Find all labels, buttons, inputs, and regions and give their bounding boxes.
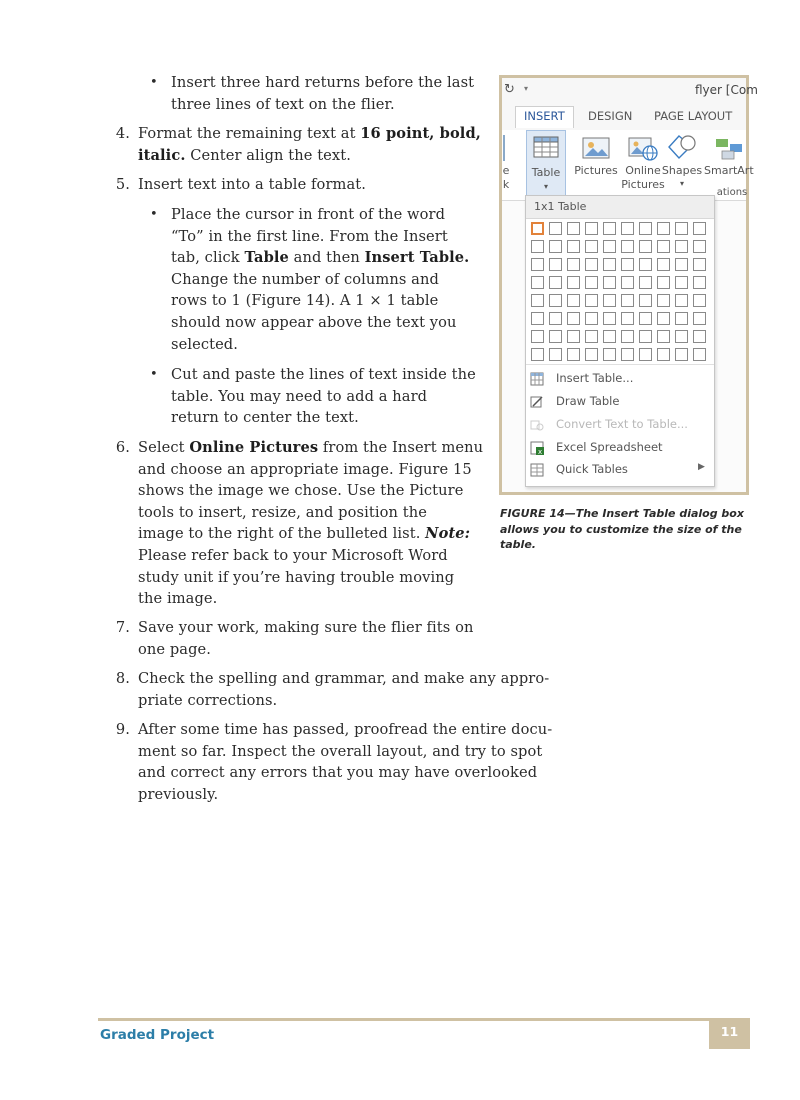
grid-cell[interactable]	[675, 348, 688, 361]
dropdown-divider	[526, 364, 714, 365]
online-pictures-label[interactable]: Online	[625, 164, 661, 177]
text-line	[138, 123, 481, 145]
grid-cell[interactable]	[567, 330, 580, 343]
tab-page-layout[interactable]: PAGE LAYOUT	[654, 109, 733, 123]
grid-cell[interactable]	[603, 330, 616, 343]
title-bar	[502, 78, 758, 106]
text-line: Change the number of columns and	[171, 270, 439, 288]
grid-cell[interactable]	[657, 222, 670, 235]
step-5	[115, 174, 366, 196]
grid-cell[interactable]	[567, 294, 580, 307]
text-line: previously.	[138, 785, 219, 803]
grid-cell[interactable]	[693, 222, 706, 235]
convert-text-icon	[530, 418, 544, 432]
bullet-marker: •	[150, 75, 158, 90]
tab-insert[interactable]: INSERT	[515, 106, 574, 128]
grid-cell[interactable]	[567, 312, 580, 325]
text-line	[171, 247, 469, 269]
window-title: flyer [Com	[695, 83, 758, 97]
text-run: from the Insert menu	[318, 439, 484, 456]
excel-icon	[530, 441, 544, 455]
grid-cell[interactable]	[639, 222, 652, 235]
insert-table-dropdown	[525, 195, 715, 487]
grid-cell[interactable]	[639, 312, 652, 325]
grid-cell[interactable]	[675, 294, 688, 307]
text-line: “To” in the first line. From the Insert	[171, 227, 448, 245]
text-line: priate corrections.	[138, 691, 278, 709]
pictures-label[interactable]: Pictures	[574, 164, 618, 177]
quick-access-dropdown-icon: ▾	[524, 84, 529, 93]
table-icon	[533, 136, 559, 158]
smartart-label[interactable]: SmartArt	[704, 164, 754, 177]
grid-size-label: 1x1 Table	[534, 200, 587, 213]
grid-cell[interactable]	[531, 312, 544, 325]
grid-cell[interactable]	[639, 294, 652, 307]
grid-cell[interactable]	[549, 222, 562, 235]
grid-cell[interactable]	[639, 330, 652, 343]
grid-cell[interactable]	[621, 240, 634, 253]
grid-cell[interactable]	[585, 294, 598, 307]
grid-cell[interactable]	[621, 330, 634, 343]
shapes-label[interactable]: Shapes	[661, 164, 703, 177]
step-number: 4.	[115, 125, 130, 142]
grid-cell[interactable]	[549, 276, 562, 289]
grid-cell[interactable]	[585, 330, 598, 343]
grid-cell[interactable]	[675, 240, 688, 253]
step-9	[115, 719, 553, 805]
grid-cell[interactable]	[567, 348, 580, 361]
shapes-icon[interactable]	[667, 134, 697, 162]
text-line	[138, 523, 483, 545]
grid-cell[interactable]	[621, 348, 634, 361]
text-line: should now appear above the text you	[171, 313, 457, 331]
grid-cell[interactable]	[585, 348, 598, 361]
grid-cell[interactable]	[531, 240, 544, 253]
grid-cell[interactable]	[621, 222, 634, 235]
footer-label: Graded Project	[100, 1027, 215, 1043]
bold-run: Table	[244, 249, 289, 267]
grid-cell[interactable]	[603, 276, 616, 289]
grid-cell[interactable]	[567, 222, 580, 235]
text-run: Center align the text.	[185, 146, 351, 164]
text-line: and correct any errors that you may have overlooked	[138, 764, 538, 782]
step-7	[115, 617, 474, 660]
ribbon-tabs	[502, 106, 746, 131]
grid-cell[interactable]	[639, 276, 652, 289]
grid-cell[interactable]	[693, 348, 706, 361]
grid-cell[interactable]	[657, 240, 670, 253]
grid-cell[interactable]	[603, 222, 616, 235]
grid-cell[interactable]	[693, 294, 706, 307]
text-line: return to center the text.	[171, 409, 359, 427]
grid-cell[interactable]	[585, 222, 598, 235]
grid-cell[interactable]	[549, 258, 562, 271]
menu-item-label: Insert Table...	[556, 371, 634, 385]
ribbon-partial-right-label: ations	[716, 187, 748, 198]
grid-cell[interactable]	[657, 258, 670, 271]
draw-table-icon	[530, 395, 544, 409]
grid-cell[interactable]	[621, 276, 634, 289]
grid-cell[interactable]	[567, 276, 580, 289]
online-pictures-icon[interactable]	[628, 136, 658, 162]
text-line: ment so far. Inspect the overall layout, and try to spot	[138, 742, 543, 760]
text-line: Save your work, making sure the flier fits on	[138, 619, 474, 636]
menu-item-label: Draw Table	[556, 394, 620, 408]
grid-cell[interactable]	[531, 294, 544, 307]
grid-cell[interactable]	[621, 258, 634, 271]
text-run: image to the right of the bulleted list.	[138, 525, 426, 543]
bold-run: Online Pictures	[189, 439, 319, 456]
text-line	[138, 145, 481, 167]
step-number: 7.	[115, 619, 130, 636]
table-button[interactable]	[526, 130, 566, 200]
grid-cell[interactable]	[675, 276, 688, 289]
step-number: 8.	[115, 670, 130, 687]
tab-design[interactable]: DESIGN	[588, 109, 633, 123]
grid-cell[interactable]	[675, 222, 688, 235]
bullet-hard-returns	[150, 72, 475, 115]
grid-cell[interactable]	[531, 222, 544, 235]
chevron-down-icon: ▾	[543, 182, 548, 191]
grid-cell[interactable]	[549, 240, 562, 253]
grid-cell[interactable]	[603, 312, 616, 325]
bold-run: Insert Table.	[364, 249, 470, 267]
grid-cell[interactable]	[603, 240, 616, 253]
bullet-marker: •	[150, 207, 158, 222]
text-line: rows to 1 (Figure 14). A 1 × 1 table	[171, 292, 439, 310]
bold-run: 16 point, bold,	[360, 125, 481, 142]
footer-rule	[98, 1018, 750, 1021]
grid-cell[interactable]	[657, 348, 670, 361]
step-8	[115, 668, 550, 711]
grid-cell[interactable]	[621, 294, 634, 307]
grid-cell[interactable]	[603, 348, 616, 361]
grid-cell[interactable]	[549, 330, 562, 343]
grid-cell[interactable]	[531, 258, 544, 271]
bold-run: italic.	[138, 146, 186, 164]
text-line: Place the cursor in front of the word	[171, 206, 446, 223]
step-number: 5.	[115, 176, 130, 193]
text-line: one page.	[138, 640, 212, 658]
grid-cell[interactable]	[603, 294, 616, 307]
grid-cell[interactable]	[639, 258, 652, 271]
dropdown-header	[526, 196, 714, 219]
redo-icon: ↻	[504, 82, 515, 97]
grid-cell[interactable]	[585, 240, 598, 253]
grid-cell[interactable]	[549, 312, 562, 325]
figure-caption: FIGURE 14—The Insert Table dialog box allows you to customize the size of the table.	[500, 507, 744, 551]
ribbon-partial-left-label: e	[502, 164, 510, 177]
grid-cell[interactable]	[639, 240, 652, 253]
menu-item-label: Quick Tables	[556, 462, 628, 476]
grid-cell[interactable]	[657, 294, 670, 307]
text-line: Cut and paste the lines of text inside the	[171, 366, 476, 383]
quick-tables-icon	[530, 463, 544, 477]
smartart-icon[interactable]	[714, 136, 744, 162]
text-line: tools to insert, resize, and position the	[138, 503, 427, 521]
grid-cell[interactable]	[675, 312, 688, 325]
grid-cell[interactable]	[657, 276, 670, 289]
grid-cell[interactable]	[693, 240, 706, 253]
step-4	[115, 123, 481, 166]
text-run: and then	[288, 249, 365, 267]
text-line: Insert three hard returns before the last	[171, 74, 475, 91]
text-line: study unit if you’re having trouble moving	[138, 568, 455, 586]
grid-cell[interactable]	[567, 240, 580, 253]
grid-cell[interactable]	[585, 276, 598, 289]
grid-cell[interactable]	[531, 348, 544, 361]
grid-cell[interactable]	[657, 330, 670, 343]
pictures-icon[interactable]	[582, 136, 610, 160]
grid-cell[interactable]	[549, 294, 562, 307]
text-run: Select	[138, 439, 190, 456]
text-line: shows the image we chose. Use the Picture	[138, 482, 464, 500]
bullet-place-cursor	[150, 204, 470, 355]
grid-cell[interactable]	[531, 276, 544, 289]
text-line: the image.	[138, 590, 218, 608]
bullet-cut-paste	[150, 364, 476, 429]
grid-cell[interactable]	[675, 258, 688, 271]
svg-text:x: x	[538, 448, 543, 456]
menu-item-label: Excel Spreadsheet	[556, 440, 663, 454]
text-line: Check the spelling and grammar, and make any appro-	[138, 670, 550, 687]
grid-cell[interactable]	[603, 258, 616, 271]
grid-cell[interactable]	[585, 258, 598, 271]
step-6	[115, 437, 484, 610]
grid-cell[interactable]	[639, 348, 652, 361]
text-line: Insert text into a table format.	[138, 176, 366, 193]
grid-cell[interactable]	[657, 312, 670, 325]
chevron-right-icon: ▶	[698, 462, 705, 472]
grid-cell[interactable]	[693, 312, 706, 325]
grid-cell[interactable]	[567, 258, 580, 271]
grid-cell[interactable]	[549, 348, 562, 361]
ribbon-partial-left-label: k	[502, 178, 510, 191]
grid-cell[interactable]	[531, 330, 544, 343]
text-line: table. You may need to add a hard	[171, 387, 428, 405]
text-line: selected.	[171, 335, 238, 353]
text-run: Format the remaining text at	[138, 125, 361, 142]
text-run: tab, click	[171, 249, 245, 267]
text-line	[138, 437, 483, 459]
text-line: Please refer back to your Microsoft Word	[138, 546, 448, 564]
grid-cell[interactable]	[693, 276, 706, 289]
text-line: and choose an appropriate image. Figure 15	[138, 460, 472, 478]
bullet-marker: •	[150, 367, 158, 382]
text-line: After some time has passed, proofread the entire docu-	[138, 721, 553, 738]
ribbon-partial-left-bar	[503, 135, 505, 161]
table-button-label: Table	[531, 166, 561, 179]
ribbon	[502, 130, 754, 201]
step-number: 6.	[115, 439, 130, 456]
figure-14-screenshot	[499, 75, 758, 495]
page-number: 11	[709, 1018, 750, 1049]
grid-cell[interactable]	[585, 312, 598, 325]
grid-cell[interactable]	[693, 330, 706, 343]
note-label: Note:	[425, 525, 471, 543]
text-line: three lines of text on the flier.	[171, 95, 395, 113]
grid-cell[interactable]	[621, 312, 634, 325]
insert-table-icon	[530, 372, 544, 386]
step-number: 9.	[115, 721, 130, 738]
online-pictures-label[interactable]: Pictures	[621, 178, 665, 191]
grid-cell[interactable]	[675, 330, 688, 343]
chevron-down-icon: ▾	[679, 179, 684, 188]
menu-item-label: Convert Text to Table...	[556, 417, 688, 431]
grid-cell[interactable]	[693, 258, 706, 271]
